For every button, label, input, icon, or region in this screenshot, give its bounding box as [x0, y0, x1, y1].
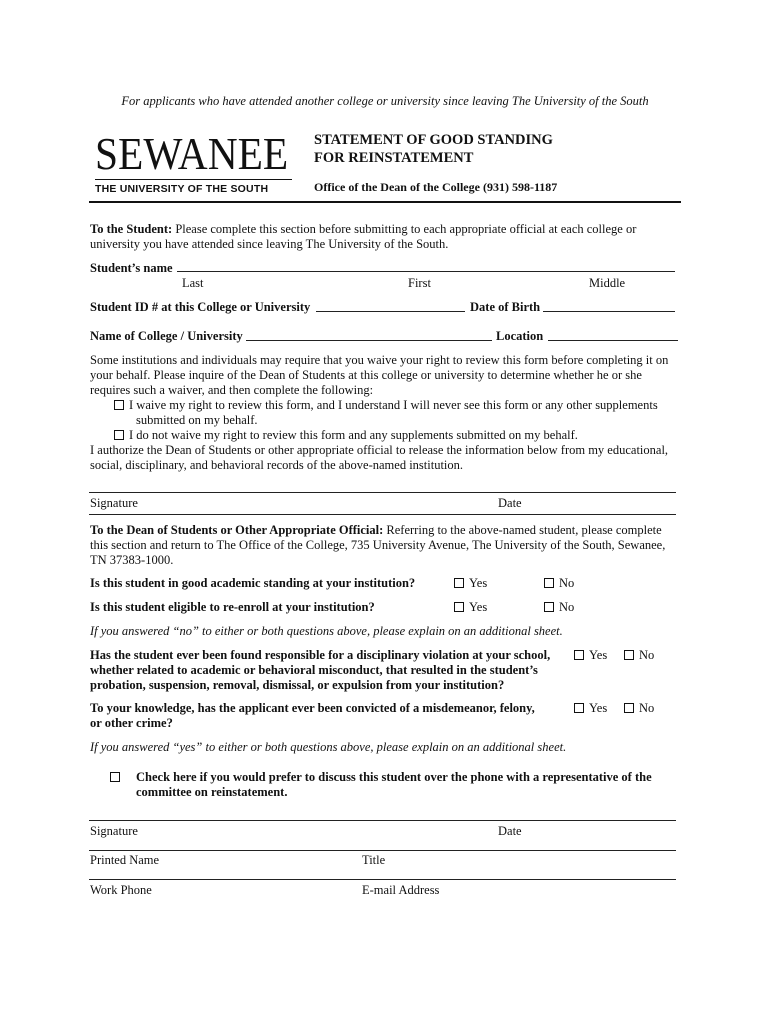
no-label: No: [559, 576, 575, 590]
disciplinary-yes[interactable]: [574, 648, 607, 663]
authorize-line-2: social, disciplinary, and behavioral records of the above-named institution.: [90, 458, 464, 472]
location-label: Location: [496, 329, 544, 343]
re-enroll-no-checkbox[interactable]: [544, 602, 554, 612]
conviction-yes[interactable]: [574, 701, 607, 716]
phone-line-2: committee on reinstatement.: [136, 785, 288, 799]
disciplinary-line-2: whether related to academic or behavioral misconduct, that resulted in the student’s: [90, 663, 538, 677]
work-phone-line[interactable]: [89, 879, 676, 880]
no-waive-checkbox[interactable]: [114, 430, 124, 440]
waiver-line-2: your behalf. Please inquire of the Dean of Students at this college or university to determine whether he or she: [90, 368, 642, 382]
student-intro-text-2: university you have attended since leaving The University of the South.: [90, 237, 449, 251]
authorize-line-1: I authorize the Dean of Students or other appropriate official to release the information below from my educational,: [90, 443, 669, 457]
waiver-text: [90, 353, 690, 398]
student-signature-line[interactable]: [89, 492, 676, 493]
logo-divider: [95, 179, 292, 180]
logo-subtitle: THE UNIVERSITY OF THE SOUTH: [95, 183, 269, 195]
section-divider: [89, 514, 676, 515]
re-enroll-yes-checkbox[interactable]: [454, 602, 464, 612]
re-enroll-no[interactable]: [544, 600, 574, 615]
question-disciplinary: [90, 648, 570, 693]
authorization-text: [90, 443, 690, 473]
yes-label: Yes: [469, 576, 488, 590]
college-field[interactable]: [246, 328, 492, 341]
waiver-line-3: requires such a waiver, and then complete the following:: [90, 383, 374, 397]
disciplinary-no-checkbox[interactable]: [624, 650, 634, 660]
question-conviction: [90, 701, 570, 731]
student-id-field[interactable]: [316, 299, 465, 312]
dean-intro-text-3: TN 37383-1000.: [90, 553, 174, 567]
no-label: No: [559, 600, 575, 614]
explain-note-yes: If you answered “yes” to either or both questions above, please explain on an additional sheet.: [90, 740, 567, 754]
dean-intro: [90, 523, 690, 568]
waive-option-text: I waive my right to review this form, and I understand I will never see this form or any other supplements: [129, 398, 658, 412]
dean-intro-heading: To the Dean of Students or Other Appropriate Official:: [90, 523, 384, 537]
student-intro-text-1: Please complete this section before submitting to each appropriate official at each college or: [172, 222, 637, 236]
yes-label: Yes: [469, 600, 488, 614]
sewanee-logo: [95, 128, 295, 195]
conviction-line-1: To your knowledge, has the applicant ever been convicted of a misdemeanor, felony,: [90, 701, 535, 715]
conviction-no[interactable]: [624, 701, 654, 716]
waive-option-text-2: submitted on my behalf.: [136, 413, 258, 427]
official-signature-line[interactable]: [89, 820, 676, 821]
waive-option[interactable]: [114, 398, 684, 413]
question-re-enroll: Is this student eligible to re-enroll at your institution?: [90, 600, 375, 614]
form-title: [314, 131, 553, 167]
phone-line-1: Check here if you would prefer to discuss this student over the phone with a representative of the: [136, 770, 652, 784]
printed-name-label: Printed Name: [90, 853, 160, 867]
no-label: No: [639, 701, 655, 715]
phone-preference-text: [136, 770, 696, 800]
student-intro: [90, 222, 690, 252]
official-title-label: Title: [362, 853, 386, 867]
waive-checkbox[interactable]: [114, 400, 124, 410]
good-standing-yes-checkbox[interactable]: [454, 578, 464, 588]
re-enroll-yes[interactable]: [454, 600, 487, 615]
no-waive-option-text: I do not waive my right to review this form and any supplements submitted on my behalf.: [129, 428, 578, 442]
no-label: No: [639, 648, 655, 662]
applicant-note: For applicants who have attended another college or university since leaving The University of the South: [121, 94, 649, 108]
good-standing-yes[interactable]: [454, 576, 487, 591]
phone-preference-checkbox[interactable]: [110, 770, 125, 785]
student-signature-label: Signature: [90, 496, 138, 510]
conviction-line-2: or other crime?: [90, 716, 173, 730]
first-name-label: First: [408, 276, 431, 290]
question-good-standing: Is this student in good academic standing at your institution?: [90, 576, 416, 590]
last-name-label: Last: [182, 276, 204, 290]
explain-note-no: If you answered “no” to either or both questions above, please explain on an additional sheet.: [90, 624, 563, 638]
disciplinary-line-3: probation, suspension, removal, dismissal, or expulsion from your institution?: [90, 678, 505, 692]
dean-intro-text-1: Referring to the above-named student, please complete: [383, 523, 662, 537]
location-field[interactable]: [548, 328, 678, 341]
no-waive-option[interactable]: [114, 428, 578, 443]
header-rule: [89, 201, 681, 203]
yes-label: Yes: [589, 648, 608, 662]
disciplinary-yes-checkbox[interactable]: [574, 650, 584, 660]
student-name-label: Student’s name: [90, 261, 173, 275]
email-label: E-mail Address: [362, 883, 440, 897]
official-date-label: Date: [498, 824, 522, 838]
conviction-yes-checkbox[interactable]: [574, 703, 584, 713]
disciplinary-line-1: Has the student ever been found responsible for a disciplinary violation at your school,: [90, 648, 551, 662]
student-name-field[interactable]: [177, 259, 675, 272]
dean-intro-text-2: this section and return to The Office of the College, 735 University Avenue, The University of the South, Sewanee,: [90, 538, 666, 552]
office-contact: Office of the Dean of the College (931) 598-1187: [314, 180, 558, 194]
printed-name-line[interactable]: [89, 850, 676, 851]
conviction-no-checkbox[interactable]: [624, 703, 634, 713]
good-standing-no[interactable]: [544, 576, 574, 591]
student-date-label: Date: [498, 496, 522, 510]
student-intro-heading: To the Student:: [90, 222, 173, 236]
dob-field[interactable]: [543, 299, 675, 312]
logo-wordmark: SEWANEE: [95, 128, 289, 179]
disciplinary-no[interactable]: [624, 648, 654, 663]
title-line-1: STATEMENT OF GOOD STANDING: [314, 132, 553, 148]
yes-label: Yes: [589, 701, 608, 715]
middle-name-label: Middle: [589, 276, 626, 290]
official-signature-label: Signature: [90, 824, 138, 838]
college-label: Name of College / University: [90, 329, 243, 343]
title-line-2: FOR REINSTATEMENT: [314, 150, 474, 166]
dob-label: Date of Birth: [470, 300, 541, 314]
work-phone-label: Work Phone: [90, 883, 152, 897]
waiver-line-1: Some institutions and individuals may require that you waive your right to review this form before completing it on: [90, 353, 669, 367]
good-standing-no-checkbox[interactable]: [544, 578, 554, 588]
student-id-label: Student ID # at this College or University: [90, 300, 311, 314]
